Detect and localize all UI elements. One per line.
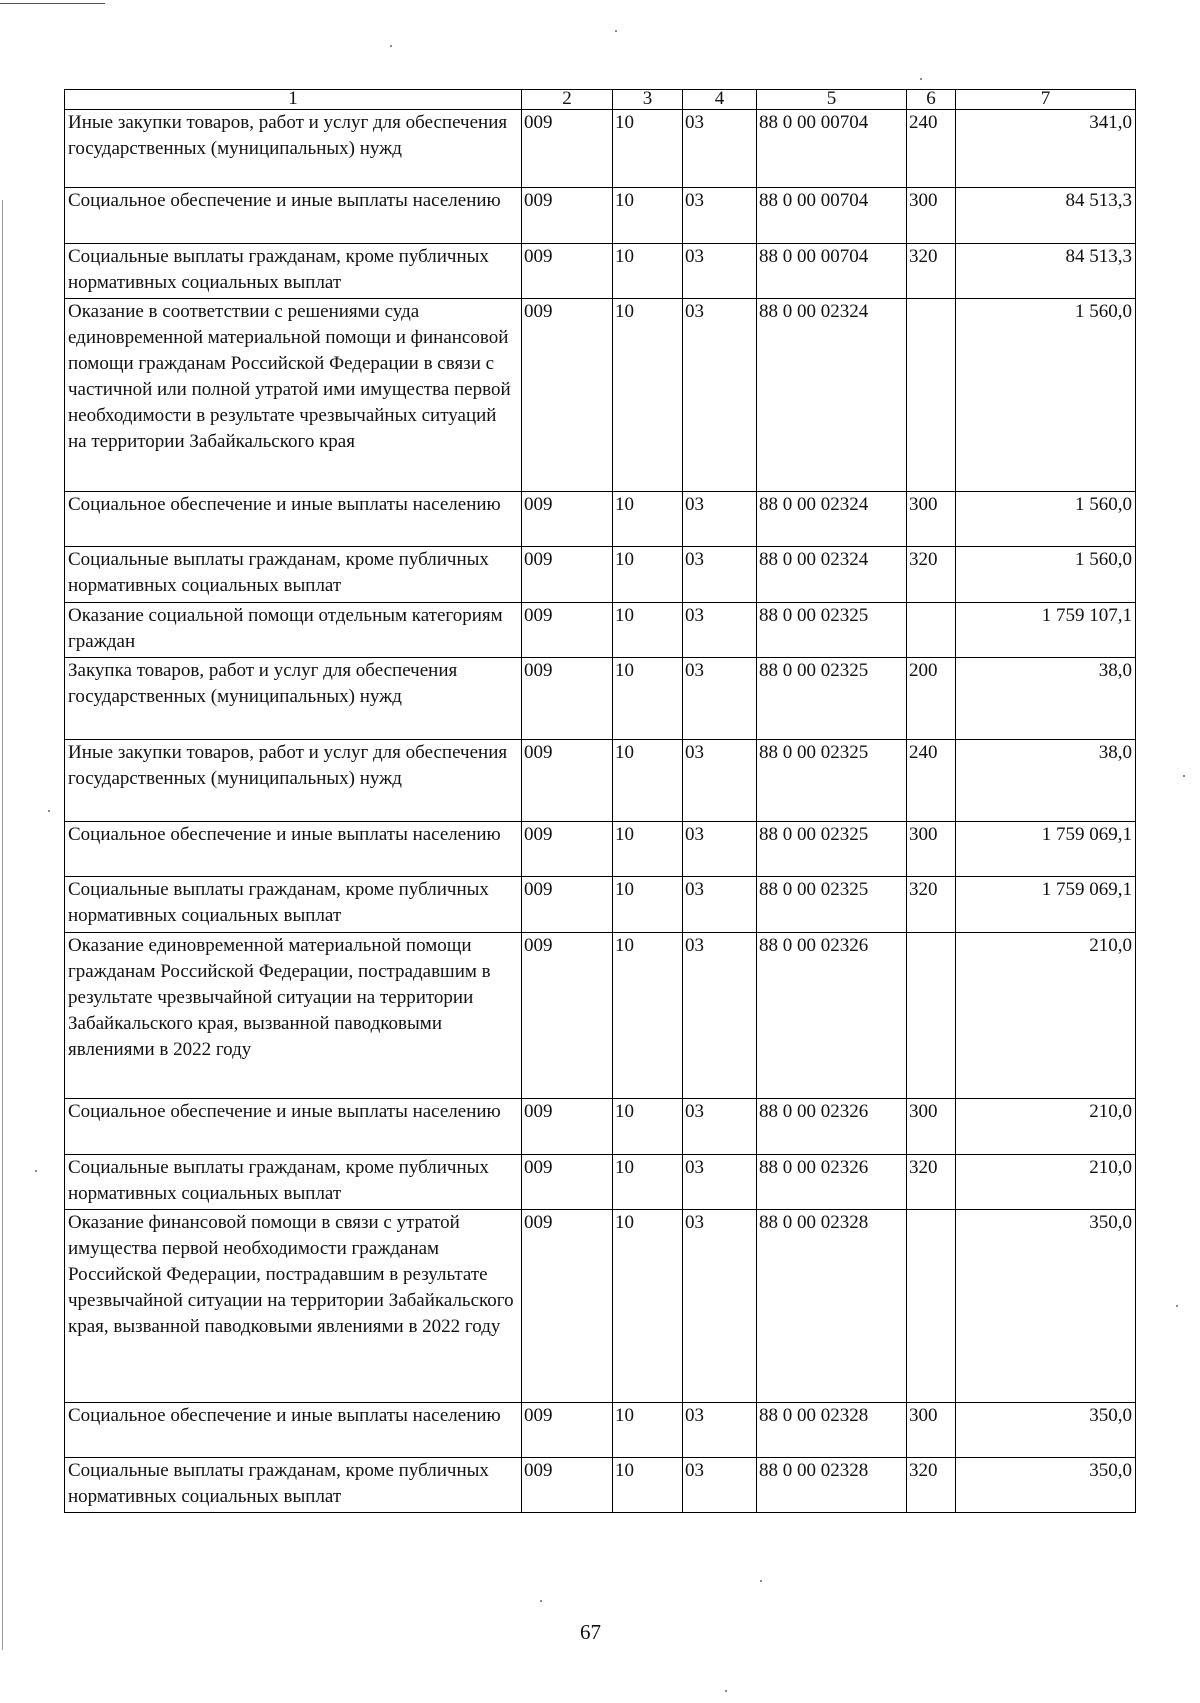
expense-type-code (907, 933, 956, 1099)
budget-table (64, 89, 1136, 1513)
subsection-code: 03 (683, 188, 757, 244)
expense-type-code: 300 (907, 188, 956, 244)
scan-speck (760, 1580, 762, 1582)
dept-code: 009 (522, 822, 613, 877)
target-article-code: 88 0 00 02325 (757, 658, 907, 740)
table-row (65, 1155, 1136, 1210)
target-article-code: 88 0 00 02325 (757, 603, 907, 658)
item-name: Оказание единовременной материальной помощи гражданам Российской Федерации, пострадавшим в результате чрезвычайной ситуации на территории Забайкальского края, вызванной паводковыми явлениями в 2022 году (65, 933, 522, 1099)
dept-code: 009 (522, 603, 613, 658)
scan-speck (390, 45, 392, 47)
amount: 350,0 (956, 1403, 1136, 1458)
expense-type-code: 320 (907, 1458, 956, 1513)
subsection-code: 03 (683, 547, 757, 603)
subsection-code: 03 (683, 1210, 757, 1403)
section-code: 10 (613, 492, 683, 547)
section-code: 10 (613, 1210, 683, 1403)
item-name: Социальные выплаты гражданам, кроме публичных нормативных социальных выплат (65, 1458, 522, 1513)
section-code: 10 (613, 547, 683, 603)
subsection-code: 03 (683, 933, 757, 1099)
scan-speck (35, 1170, 37, 1172)
item-name: Оказание социальной помощи отдельным категориям граждан (65, 603, 522, 658)
section-code: 10 (613, 740, 683, 822)
section-code: 10 (613, 244, 683, 299)
target-article-code: 88 0 00 00704 (757, 110, 907, 188)
table-row (65, 933, 1136, 1099)
expense-type-code: 320 (907, 1155, 956, 1210)
expense-type-code: 300 (907, 492, 956, 547)
section-code: 10 (613, 188, 683, 244)
item-name: Закупка товаров, работ и услуг для обеспечения государственных (муниципальных) нужд (65, 658, 522, 740)
dept-code: 009 (522, 740, 613, 822)
item-name: Социальное обеспечение и иные выплаты населению (65, 1403, 522, 1458)
amount: 1 759 107,1 (956, 603, 1136, 658)
section-code: 10 (613, 1155, 683, 1210)
item-name: Оказание финансовой помощи в связи с утратой имущества первой необходимости гражданам Российской Федерации, пострадавшим в результате чрезвычайной ситуации на территории Забайкальского края, вызванной паводковыми явлениями в 2022 году (65, 1210, 522, 1403)
dept-code: 009 (522, 933, 613, 1099)
amount: 1 759 069,1 (956, 877, 1136, 933)
expense-type-code: 240 (907, 740, 956, 822)
amount: 210,0 (956, 1155, 1136, 1210)
subsection-code: 03 (683, 877, 757, 933)
scan-speck (725, 1690, 727, 1692)
subsection-code: 03 (683, 299, 757, 492)
section-code: 10 (613, 877, 683, 933)
expense-type-code (907, 299, 956, 492)
expense-type-code: 240 (907, 110, 956, 188)
dept-code: 009 (522, 188, 613, 244)
section-code: 10 (613, 1458, 683, 1513)
scan-edge-mark-left (2, 200, 3, 1650)
table-row (65, 492, 1136, 547)
page-number: 67 (580, 1620, 601, 1644)
header-row (65, 90, 1136, 110)
amount: 1 560,0 (956, 492, 1136, 547)
table-row (65, 658, 1136, 740)
column-header: 3 (613, 90, 683, 110)
table-row (65, 1099, 1136, 1155)
dept-code: 009 (522, 1210, 613, 1403)
scan-speck (48, 810, 50, 812)
item-name: Социальные выплаты гражданам, кроме публичных нормативных социальных выплат (65, 244, 522, 299)
expense-type-code: 320 (907, 877, 956, 933)
subsection-code: 03 (683, 1155, 757, 1210)
column-header: 6 (907, 90, 956, 110)
table-row (65, 603, 1136, 658)
dept-code: 009 (522, 877, 613, 933)
scan-speck (1176, 1305, 1178, 1307)
expense-type-code: 200 (907, 658, 956, 740)
dept-code: 009 (522, 1099, 613, 1155)
subsection-code: 03 (683, 1403, 757, 1458)
scan-speck (920, 78, 922, 80)
column-header: 1 (65, 90, 522, 110)
table-row (65, 547, 1136, 603)
section-code: 10 (613, 658, 683, 740)
expense-type-code: 300 (907, 1099, 956, 1155)
dept-code: 009 (522, 547, 613, 603)
column-header: 7 (956, 90, 1136, 110)
subsection-code: 03 (683, 658, 757, 740)
table-row (65, 110, 1136, 188)
target-article-code: 88 0 00 02326 (757, 1155, 907, 1210)
target-article-code: 88 0 00 02324 (757, 299, 907, 492)
amount: 350,0 (956, 1458, 1136, 1513)
amount: 84 513,3 (956, 244, 1136, 299)
amount: 38,0 (956, 740, 1136, 822)
table-row (65, 822, 1136, 877)
table-row (65, 1210, 1136, 1403)
dept-code: 009 (522, 1458, 613, 1513)
section-code: 10 (613, 1403, 683, 1458)
scan-speck (1183, 775, 1185, 777)
dept-code: 009 (522, 299, 613, 492)
item-name: Социальное обеспечение и иные выплаты населению (65, 492, 522, 547)
target-article-code: 88 0 00 02325 (757, 740, 907, 822)
subsection-code: 03 (683, 244, 757, 299)
amount: 350,0 (956, 1210, 1136, 1403)
table-header (65, 90, 1136, 110)
amount: 210,0 (956, 933, 1136, 1099)
subsection-code: 03 (683, 740, 757, 822)
column-header: 5 (757, 90, 907, 110)
amount: 1 560,0 (956, 547, 1136, 603)
expense-type-code: 300 (907, 1403, 956, 1458)
subsection-code: 03 (683, 603, 757, 658)
expense-type-code: 320 (907, 547, 956, 603)
dept-code: 009 (522, 1155, 613, 1210)
expense-type-code: 320 (907, 244, 956, 299)
table-row (65, 1403, 1136, 1458)
table-row (65, 1458, 1136, 1513)
table-row (65, 244, 1136, 299)
item-name: Социальные выплаты гражданам, кроме публичных нормативных социальных выплат (65, 877, 522, 933)
section-code: 10 (613, 933, 683, 1099)
section-code: 10 (613, 299, 683, 492)
target-article-code: 88 0 00 02325 (757, 822, 907, 877)
table-row (65, 299, 1136, 492)
target-article-code: 88 0 00 02324 (757, 547, 907, 603)
expense-type-code (907, 1210, 956, 1403)
table-row (65, 188, 1136, 244)
item-name: Иные закупки товаров, работ и услуг для обеспечения государственных (муниципальных) нужд (65, 110, 522, 188)
scan-speck (615, 30, 617, 32)
amount: 38,0 (956, 658, 1136, 740)
amount: 1 560,0 (956, 299, 1136, 492)
item-name: Социальное обеспечение и иные выплаты населению (65, 188, 522, 244)
expense-type-code: 300 (907, 822, 956, 877)
column-header: 2 (522, 90, 613, 110)
table-row (65, 740, 1136, 822)
table-body (65, 110, 1136, 1513)
dept-code: 009 (522, 492, 613, 547)
dept-code: 009 (522, 658, 613, 740)
item-name: Социальное обеспечение и иные выплаты населению (65, 1099, 522, 1155)
subsection-code: 03 (683, 492, 757, 547)
item-name: Социальные выплаты гражданам, кроме публичных нормативных социальных выплат (65, 1155, 522, 1210)
subsection-code: 03 (683, 1099, 757, 1155)
subsection-code: 03 (683, 1458, 757, 1513)
amount: 1 759 069,1 (956, 822, 1136, 877)
section-code: 10 (613, 822, 683, 877)
target-article-code: 88 0 00 02328 (757, 1210, 907, 1403)
section-code: 10 (613, 603, 683, 658)
target-article-code: 88 0 00 02328 (757, 1403, 907, 1458)
amount: 341,0 (956, 110, 1136, 188)
subsection-code: 03 (683, 110, 757, 188)
target-article-code: 88 0 00 02325 (757, 877, 907, 933)
scan-edge-mark-top (0, 3, 105, 4)
target-article-code: 88 0 00 02324 (757, 492, 907, 547)
target-article-code: 88 0 00 02326 (757, 933, 907, 1099)
scan-speck (540, 1600, 542, 1602)
column-header: 4 (683, 90, 757, 110)
expense-type-code (907, 603, 956, 658)
dept-code: 009 (522, 244, 613, 299)
amount: 84 513,3 (956, 188, 1136, 244)
item-name: Оказание в соответствии с решениями суда единовременной материальной помощи и финансовой помощи гражданам Российской Федерации в связи с частичной или полной утратой ими имущества первой необходимости в результате чрезвычайных ситуаций на территории Забайкальского края (65, 299, 522, 492)
item-name: Социальные выплаты гражданам, кроме публичных нормативных социальных выплат (65, 547, 522, 603)
item-name: Социальное обеспечение и иные выплаты населению (65, 822, 522, 877)
target-article-code: 88 0 00 00704 (757, 188, 907, 244)
section-code: 10 (613, 1099, 683, 1155)
target-article-code: 88 0 00 02326 (757, 1099, 907, 1155)
dept-code: 009 (522, 1403, 613, 1458)
item-name: Иные закупки товаров, работ и услуг для обеспечения государственных (муниципальных) нужд (65, 740, 522, 822)
subsection-code: 03 (683, 822, 757, 877)
section-code: 10 (613, 110, 683, 188)
target-article-code: 88 0 00 00704 (757, 244, 907, 299)
table-row (65, 877, 1136, 933)
amount: 210,0 (956, 1099, 1136, 1155)
dept-code: 009 (522, 110, 613, 188)
target-article-code: 88 0 00 02328 (757, 1458, 907, 1513)
